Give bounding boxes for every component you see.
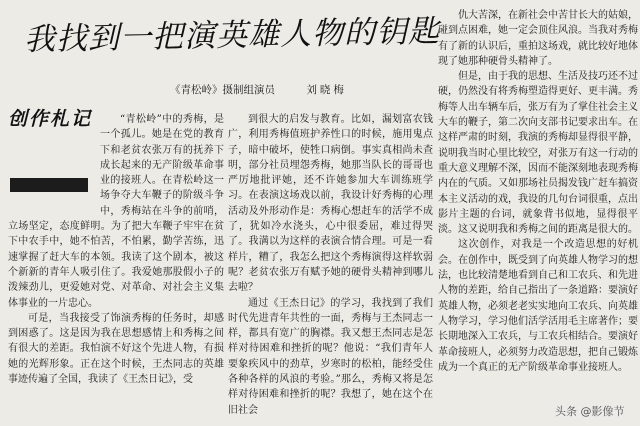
paragraph: 但是，由于我的思想、生活及技巧还不过硬，仍然没有将秀梅塑造得更好、更丰满。秀梅等人出车辆车后，张万有为了掌住社会主义大车的鞭子，第二次向支部书记要求出车。在这样严肃的时刻，我演的秀梅却显得很平静，说明我当时心里比较空，对张万有这一行动的重大意义理解不深，因而不能深刻地表现秀梅内在的气质。又如那场社员揭发钱广赶车搞资本主义活动的戏，我设的几句台词很重，点出影片主题的台词，就象背书似地，显得很平淡。这又说明我和秀梅之间的距离是很大的。 <box>438 71 638 236</box>
author-name: 刘晓梅 <box>306 84 347 96</box>
byline-prefix: 《青松岭》摄制组演员 <box>170 84 275 96</box>
paragraph: 通过《王杰日记》的学习，我找到了我们时代先进青年共性的一面，秀梅与王杰同志一样，都具有宽广的胸襟。我又想王杰同志是怎样对待困难和挫折的呢？他说：“我们青年人要象疾风中的劲草，岁寒时的松柏，能经受住各种各样的风浪的考验。”那么，秀梅又将是怎样对待困难和挫折的呢？我想了，她在这个在旧社会 <box>228 297 433 416</box>
article-column-1 <box>8 108 224 387</box>
paragraph: 仇大苦深，在新社会中苦甘长大的姑娘，碰到点困难，她一定会顶住风浪。当我对秀梅有了新的认识后，重拍这场戏，就比较好地体现了她那种硬骨头精神了。 <box>438 10 638 67</box>
paragraph: “青松岭”中的秀梅，是一个孤儿。她是在党的教育下和老贫农张万有的抚养下成长起来的无产阶级革命事业的接班人。在青松岭这一场争夺大车鞭子的阶级斗争中，秀梅站在斗争的前哨，立场坚定，态度鲜明。为了把大车鞭子牢牢在贫下中农手中，她不怕苦，不怕累，勤学苦练，迅速掌握了赶大车的本领。我读了这个剧本，被这个新新的青年人吸引住了。我爱她那股假小子的泼辣劲儿，更爱她对党、对革命、对社会主义集体事业的一片忠心。 <box>8 114 224 309</box>
source-watermark: 头条 @影像节 <box>552 402 628 420</box>
paragraph: 到很大的启发与教育。比如，漏划富农钱广，利用秀梅值班护养性口的时候，施用鬼点子，暗中破坏，使牲口病倒。事实真相尚未查明，部分社员埋怨秀梅，她那当队长的哥哥也严厉地批评她，还不许她参加大车训练班学习。在表演这场戏以前，我设计好秀梅的心理活动及外形动作是：秀梅心想赶车的活学不成了，犹如冷水浇头，心中很委屈，难过得哭了。我满以为这样的表演合情合理。可是一看样片，糟了，我怎么把这个秀梅演得这样软弱呢？老贫农张万有赋予她的硬骨头精神到哪儿去啦？ <box>228 114 433 294</box>
article-title: 我找到一把演英雄人物的钥匙 <box>23 13 441 58</box>
byline <box>170 82 347 97</box>
article-column-3 <box>438 8 638 375</box>
section-label-bar <box>10 178 88 192</box>
paragraph: 可是，当我接受了饰演秀梅的任务时，却感到困惑了。这是因为我在思想感情上和秀梅之间有很大的差距。我怕演不好这个先进人物，有损她的光辉形象。正在这个时候，王杰同志的英雄事迹传遍了全国，我读了《王杰日记》，受 <box>8 312 224 386</box>
section-label-block <box>8 108 94 212</box>
section-label: 创作札记 <box>8 108 93 130</box>
paragraph: 这次创作，对我是一个改造思想的好机会。在创作中，既受到了向英雄人物学习的想法，也比较清楚地看到自己和工农兵、和先进人物的差距，给自己指出了一条道路：要演好英雄人物，必须老老实实地向工农兵、向英雄人物学习，学习他们活学活用毛主席著作；要长期地深入工农兵，与工农兵相结合。要演好革命接班人，必须努力改造思想，把自己锻炼成为一个真正的无产阶级革命事业接班人。 <box>438 239 638 373</box>
article-column-2 <box>228 112 433 418</box>
